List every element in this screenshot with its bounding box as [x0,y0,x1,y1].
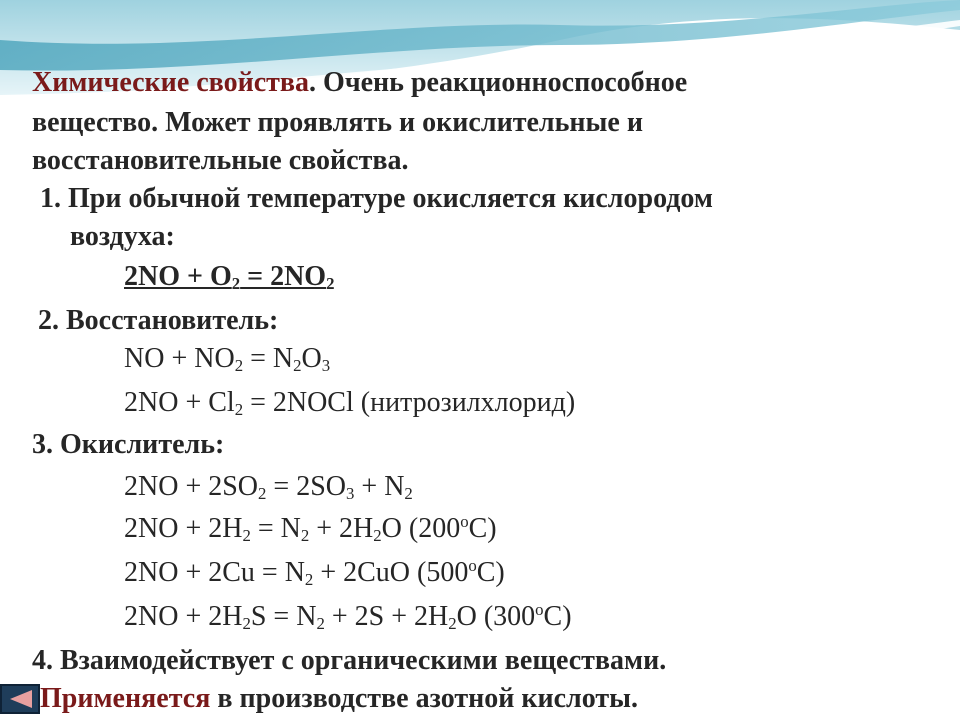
equation-nocl: $2NO + Cl_2$ = 2NOCl (нитрозилхлорид) [124,387,576,420]
header-wave-decoration [0,0,960,120]
equation-n2o3: NO + $NO_2 = N_2O_3$ [124,343,331,376]
equation-h2s: $2NO + 2H_2S = N_2 + 2S + 2H_2O$ (300$^o$С) [124,599,572,634]
section1-title-line-1: 1. При обычной температуре окисляется кислородом [40,183,713,214]
equation-no-oxidation: $2NO + O_2 = 2NO_2$ [124,261,335,294]
equation-so2: $2NO + 2SO_2 = 2SO_3 + N_2$ [124,471,413,504]
intro-line-2: вещество. Может проявлять и окислительные и [32,107,643,138]
chemical-properties-term: Химические свойства [32,67,310,98]
intro-text-1: . Очень реакционноспособное [309,67,688,98]
section4-title: 4. Взаимодействует с органическими веществами. [32,645,667,676]
section1-title-line-2: воздуха: [70,221,175,252]
section3-title: 3. Окислитель: [32,429,225,460]
application-line: Применяется в производстве азотной кислоты. [40,683,638,714]
intro-line-3: восстановительные свойства. [32,145,409,176]
section2-title: 2. Восстановитель: [38,305,279,336]
intro-line-1 [32,66,687,100]
nav-back-icon [2,686,38,712]
applied-term: Применяется [40,683,211,714]
equation-cu: $2NO + 2Cu = N_2 + 2CuO$ (500$^o$С) [124,555,505,590]
nav-back-button[interactable] [0,684,40,714]
equation-h2: $2NO + 2H_2 = N_2 + 2H_2O$ (200$^o$С) [124,511,497,546]
